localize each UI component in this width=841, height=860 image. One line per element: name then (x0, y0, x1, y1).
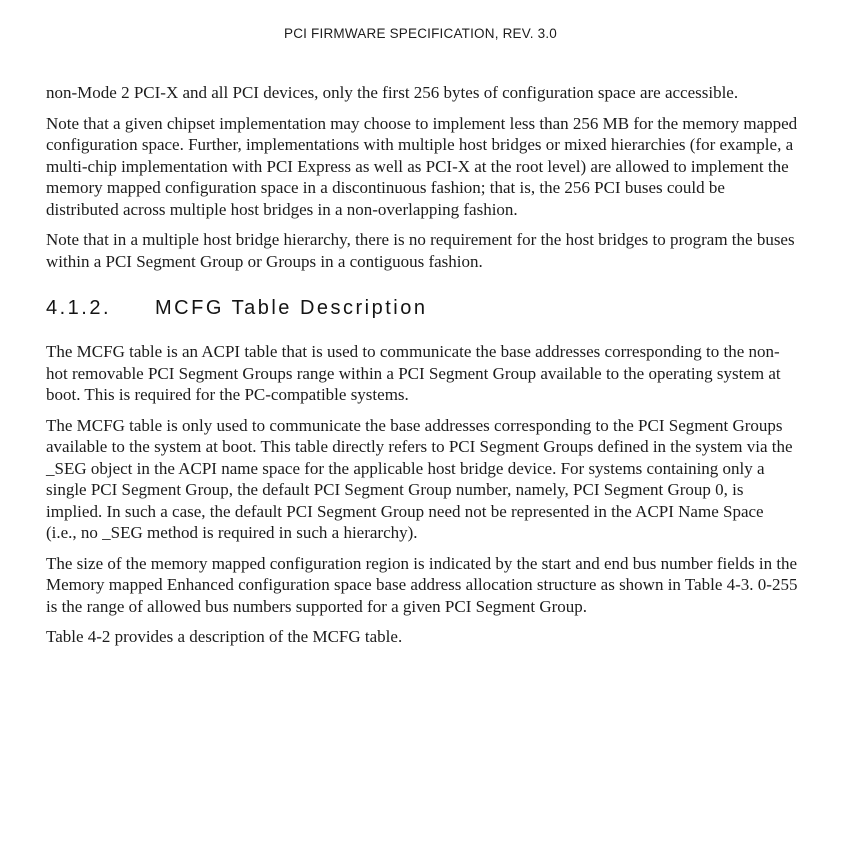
section-heading (46, 297, 798, 320)
section-title: MCFG Table Description (155, 297, 428, 319)
paragraph: The size of the memory mapped configuration region is indicated by the start and end bus number fields in the Memory mapped Enhanced configuration space base address allocation structure as shown in Table 4-3. 0-255 is the range of allowed bus numbers supported for a given PCI Segment Group. (46, 553, 798, 616)
paragraph: non-Mode 2 PCI-X and all PCI devices, only the first 256 bytes of configuration space are accessible. (46, 83, 739, 102)
paragraph: Note that a given chipset implementation may choose to implement less than 256 MB for the memory mapped configuration space. Further, implementations with multiple host bridges or mixed hierarchies (for example, a multi-chip implementation with PCI Express as well as PCI-X at the root level) are allowed to implement the memory mapped configuration space in a discontinuous fashion; that is, the 256 PCI buses could be distributed across multiple host bridges in a non-overlapping fashion. (46, 113, 798, 219)
document-body (46, 82, 798, 657)
paragraph: The MCFG table is only used to communicate the base addresses corresponding to the PCI Segment Groups available to the system at boot. This table directly refers to PCI Segment Groups defined in the system via the _SEG object in the ACPI name space for the applicable host bridge device. For systems containing only a single PCI Segment Group, the default PCI Segment Group number, namely, PCI Segment Group 0, is implied. In such a case, the default PCI Segment Group need not be represented in the ACPI Name Space (i.e., no _SEG method is required in such a hierarchy). (46, 415, 793, 542)
paragraph: Table 4-2 provides a description of the MCFG table. (46, 627, 403, 646)
paragraph: Note that in a multiple host bridge hierarchy, there is no requirement for the host bridges to program the buses within a PCI Segment Group or Groups in a contiguous fashion. (46, 230, 795, 271)
section-number: 4.1.2. (46, 297, 112, 319)
paragraph: The MCFG table is an ACPI table that is used to communicate the base addresses corresponding to the non-hot removable PCI Segment Groups range within a PCI Segment Group available to the operating system at boot. This is required for the PC-compatible systems. (46, 342, 781, 404)
running-header: PCI FIRMWARE SPECIFICATION, REV. 3.0 (284, 26, 557, 41)
